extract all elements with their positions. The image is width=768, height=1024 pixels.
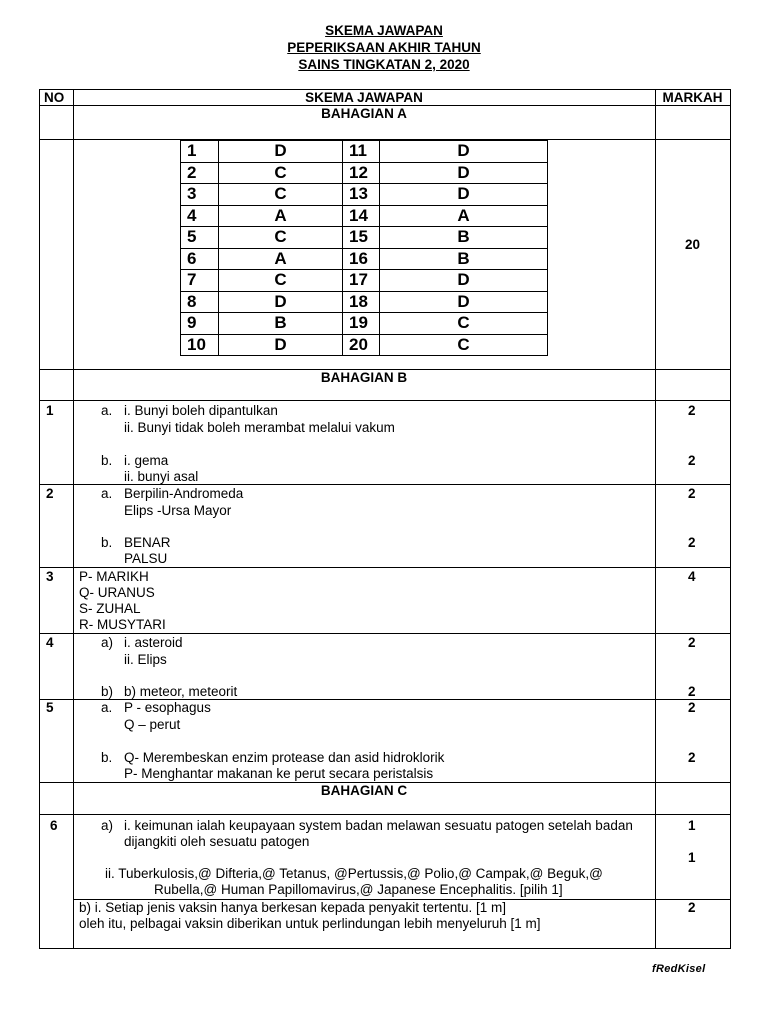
q6-number: 6 — [50, 818, 58, 833]
q2b-answer-2: PALSU — [124, 551, 168, 566]
q1a-answer-i: i. Bunyi boleh dipantulkan — [124, 403, 278, 418]
title-line-2: PEPERIKSAAN AKHIR TAHUN — [287, 40, 481, 55]
q5a-marks: 2 — [688, 700, 696, 715]
q3-number: 3 — [46, 569, 54, 584]
answer-row — [181, 227, 548, 249]
q6a-i-line-2: dijangkiti oleh sesuatu patogen — [124, 834, 310, 849]
q5b-answer-1: Q- Merembeskan enzim protease dan asid hidroklorik — [124, 750, 445, 765]
answer-cell: B — [380, 227, 548, 249]
answer-cell: C — [219, 270, 343, 292]
answer-cell: C — [380, 334, 548, 356]
markah-column-divider — [655, 89, 656, 949]
question-number-cell: 5 — [181, 227, 219, 249]
q4-number: 4 — [46, 635, 54, 650]
q6a-i-marks: 1 — [688, 818, 696, 833]
q4b-label: b) — [101, 684, 114, 699]
q4b-answer: b) meteor, meteorit — [124, 684, 238, 699]
bahagian-c-title-bottom — [39, 814, 731, 815]
q5a-answer-1: P - esophagus — [124, 700, 211, 715]
title-line-3: SAINS TINGKATAN 2, 2020 — [298, 57, 470, 72]
q6b-line-1: b) i. Setiap jenis vaksin hanya berkesan kepada penyakit tertentu. [1 m] — [79, 900, 506, 915]
q2-number: 2 — [46, 486, 54, 501]
q6b-marks: 2 — [688, 900, 696, 915]
answer-cell: D — [219, 291, 343, 313]
footer-logo: fRedKisel — [652, 963, 706, 975]
answer-cell: D — [219, 141, 343, 163]
q1-number: 1 — [46, 403, 54, 418]
answer-row — [181, 141, 548, 163]
header-markah: MARKAH — [662, 90, 723, 105]
answer-cell: C — [380, 313, 548, 335]
q5-number: 5 — [46, 700, 54, 715]
answer-cell: D — [380, 141, 548, 163]
q4b-marks: 2 — [688, 684, 696, 699]
q3-answer-p: P- MARIKH — [79, 569, 149, 584]
question-number-cell: 6 — [181, 248, 219, 270]
q6a-ii-line-1: ii. Tuberkulosis,@ Difteria,@ Tetanus, @Pertussis,@ Polio,@ Campak,@ Beguk,@ — [105, 866, 603, 881]
table-border-bottom — [39, 948, 731, 949]
question-number-cell: 7 — [181, 270, 219, 292]
header-skema-jawapan: SKEMA JAWAPAN — [305, 90, 423, 105]
bahagian-a-marks: 20 — [684, 237, 701, 252]
q1a-marks: 2 — [688, 403, 696, 418]
q3-bottom — [39, 633, 731, 634]
question-number-cell: 12 — [343, 162, 380, 184]
answer-cell: D — [380, 184, 548, 206]
q3-answer-r: R- MUSYTARI — [79, 617, 166, 632]
answer-cell: C — [219, 184, 343, 206]
answer-cell: B — [380, 248, 548, 270]
answer-row — [181, 313, 548, 335]
question-number-cell: 20 — [343, 334, 380, 356]
answer-row — [181, 205, 548, 227]
q1b-answer-ii: ii. bunyi asal — [124, 469, 199, 484]
q3-answer-q: Q- URANUS — [79, 585, 155, 600]
question-number-cell: 9 — [181, 313, 219, 335]
bahagian-b-title: BAHAGIAN B — [320, 370, 408, 385]
answer-cell: A — [380, 205, 548, 227]
question-number-cell: 15 — [343, 227, 380, 249]
q3-answer-s: S- ZUHAL — [79, 601, 141, 616]
question-number-cell: 13 — [343, 184, 380, 206]
answer-row — [181, 334, 548, 356]
answer-row — [181, 270, 548, 292]
table-border-right — [730, 89, 731, 949]
bahagian-a-title: BAHAGIAN A — [321, 106, 407, 121]
q2a-answer-2: Elips -Ursa Mayor — [124, 503, 232, 518]
question-number-cell: 17 — [343, 270, 380, 292]
q4a-answer-i: i. asteroid — [124, 635, 183, 650]
bahagian-c-title: BAHAGIAN C — [320, 783, 408, 798]
q6a-ii-marks: 1 — [688, 850, 696, 865]
question-number-cell: 18 — [343, 291, 380, 313]
question-number-cell: 11 — [343, 141, 380, 163]
q5b-marks: 2 — [688, 750, 696, 765]
question-number-cell: 3 — [181, 184, 219, 206]
question-number-cell: 14 — [343, 205, 380, 227]
answer-row — [181, 162, 548, 184]
q5b-answer-2: P- Menghantar makanan ke perut secara peristalsis — [124, 766, 434, 781]
title-line-1: SKEMA JAWAPAN — [325, 23, 443, 38]
q5b-label: b. — [101, 750, 113, 765]
q2a-answer-1: Berpilin-Andromeda — [124, 486, 244, 501]
q2b-marks: 2 — [688, 535, 696, 550]
q4a-marks: 2 — [688, 635, 696, 650]
answer-cell: C — [219, 227, 343, 249]
answer-cell: C — [219, 162, 343, 184]
q3-marks: 4 — [688, 569, 696, 584]
q1b-answer-i: i. gema — [124, 453, 169, 468]
answer-key-table — [180, 140, 548, 356]
answer-row — [181, 291, 548, 313]
q6b-line-2: oleh itu, pelbagai vaksin diberikan untuk perlindungan lebih menyeluruh [1 m] — [79, 916, 541, 931]
q4a-answer-ii: ii. Elips — [124, 652, 167, 667]
question-number-cell: 4 — [181, 205, 219, 227]
q2b-answer-1: BENAR — [124, 535, 171, 550]
table-border-left — [39, 89, 40, 949]
answer-cell: B — [219, 313, 343, 335]
answer-cell: D — [380, 270, 548, 292]
question-number-cell: 19 — [343, 313, 380, 335]
answer-cell: D — [219, 334, 343, 356]
answer-cell: D — [380, 291, 548, 313]
q2a-label: a. — [101, 486, 113, 501]
no-column-divider — [73, 89, 74, 949]
q6a-i-line-1: i. keimunan ialah keupayaan system badan melawan sesuatu patogen setelah badan — [124, 818, 633, 833]
question-number-cell: 16 — [343, 248, 380, 270]
question-number-cell: 8 — [181, 291, 219, 313]
q6a-label: a) — [101, 818, 114, 833]
answer-row — [181, 184, 548, 206]
header-no: NO — [44, 90, 65, 105]
q6a-ii-line-2: Rubella,@ Human Papillomavirus,@ Japanese Encephalitis. [pilih 1] — [154, 882, 563, 897]
q4a-label: a) — [101, 635, 114, 650]
q5a-answer-2: Q – perut — [124, 717, 181, 732]
answer-cell: A — [219, 205, 343, 227]
q1b-label: b. — [101, 453, 113, 468]
q1a-answer-ii: ii. Bunyi tidak boleh merambat melalui vakum — [124, 420, 395, 435]
answer-row — [181, 248, 548, 270]
question-number-cell: 1 — [181, 141, 219, 163]
q1b-marks: 2 — [688, 453, 696, 468]
question-number-cell: 10 — [181, 334, 219, 356]
q2b-label: b. — [101, 535, 113, 550]
answer-cell: D — [380, 162, 548, 184]
q5a-label: a. — [101, 700, 113, 715]
answer-cell: A — [219, 248, 343, 270]
bahagian-b-title-bottom — [39, 400, 731, 401]
q2a-marks: 2 — [688, 486, 696, 501]
question-number-cell: 2 — [181, 162, 219, 184]
q2-bottom — [39, 567, 731, 568]
q1a-label: a. — [101, 403, 113, 418]
